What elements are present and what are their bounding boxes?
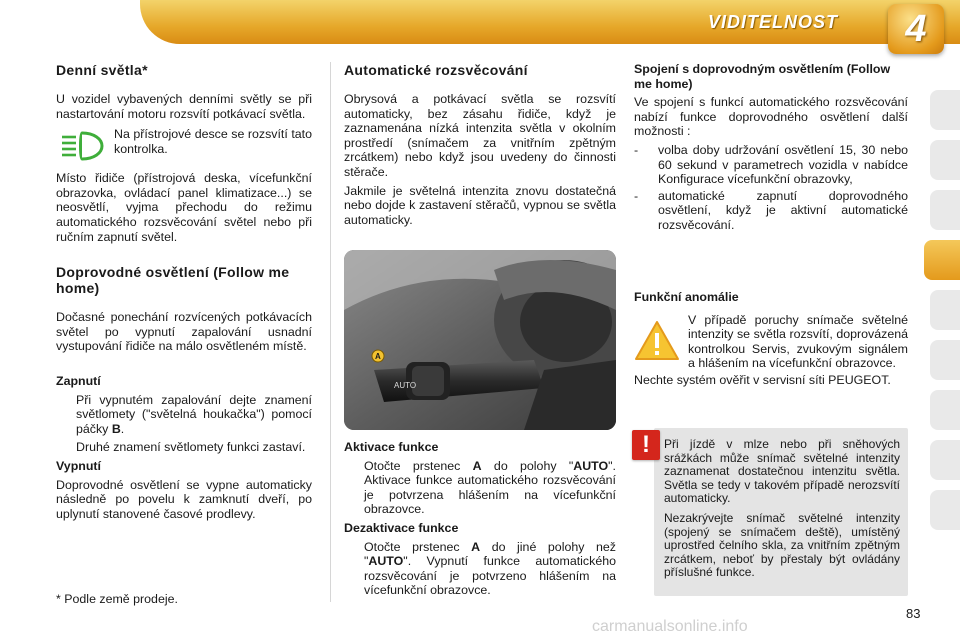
- list-item: Otočte prstenec A do polohy "AUTO". Aktivace funkce automatického rozsvěcování je potvrzena hlášením na vícefunkční obrazovce.: [344, 459, 616, 517]
- column-middle-lower: [344, 440, 616, 602]
- note-paragraph-1: Při jízdě v mlze nebo při sněhových srážkách může snímač světelné intenzity zaznamenat dostatečnou intenzitu světla. Světla se tedy v takovém případě nerozsvítí automaticky.: [664, 437, 900, 506]
- side-tab-7: [930, 390, 960, 430]
- exclamation-icon: !: [632, 430, 660, 460]
- side-tab-2: [930, 140, 960, 180]
- list-item: Druhé znamení světlomety funkci zastaví.: [56, 440, 312, 455]
- heading-spojeni: Spojení s doprovodným osvětlením (Follow me home): [634, 62, 891, 91]
- paragraph-denni-1: U vozidel vybavených denními světly se při nastartování motoru rozsvítí potkávací světla.: [56, 92, 312, 121]
- indicator-text: Na přístrojové desce se rozsvítí tato kontrolka.: [114, 127, 312, 156]
- paragraph-anomalie-2: Nechte systém ověřit v servisní síti PEUGEOT.: [634, 372, 891, 387]
- paragraph-doprovodne: Dočasné ponechání rozvícených potkávacích světel po vypnutí zapalování usnadní vystupování řidiče na málo osvětleném místě.: [56, 310, 312, 354]
- side-tab-3: [930, 190, 960, 230]
- heading-vypnuti: Vypnutí: [56, 458, 101, 473]
- bullet-icon: [56, 440, 76, 455]
- heading-anomalie: Funkční anomálie: [634, 290, 739, 304]
- auto-label: AUTO: [394, 381, 417, 390]
- side-tab-6: [930, 340, 960, 380]
- list-item: Otočte prstenec A do jiné polohy než "AUTO". Vypnutí funkce automatického rozsvěcování je potvrzeno hlášením na vícefunkční obrazovce.: [344, 540, 616, 598]
- column-right: [634, 62, 908, 235]
- warning-triangle-icon: [634, 319, 680, 363]
- paragraph-auto-2: Jakmile je světelná intenzita znovu dostatečná nebo dojde k zastavení stěračů, vypnou se světla automaticky.: [344, 183, 616, 227]
- dash-icon: -: [634, 142, 639, 157]
- watermark: carmanualsonline.info: [592, 618, 748, 635]
- column-middle: [344, 62, 616, 227]
- list-item: - volba doby udržování osvětlení 15, 30 nebo 60 sekund v parametrech vozidla v nabídce Konfigurace vícefunkční obrazovky,: [634, 142, 908, 187]
- side-tab-5: [930, 290, 960, 330]
- footnote: * Podle země prodeje.: [56, 592, 178, 606]
- paragraph-anomalie-1: V případě poruchy snímače světelné intenzity se světla rozsvítí, doprovázená kontrolkou Servis, zvukovým signálem a hlášením na vícefunkční obrazovce.: [688, 312, 908, 371]
- chapter-number: 4: [888, 4, 944, 54]
- warning-note-box: [654, 428, 908, 596]
- bullet-icon: [344, 459, 364, 517]
- heading-aktivace: Aktivace funkce: [344, 440, 439, 454]
- side-tab-9: [930, 490, 960, 530]
- page-number: 83: [906, 606, 921, 621]
- indicator-row: [56, 129, 312, 163]
- heading-doprovodne: Doprovodné osvětlení (Follow me home): [56, 264, 290, 297]
- lighting-stalk-photo: [344, 250, 616, 430]
- note-paragraph-2: Nezakrývejte snímač světelné intenzity (spojený se snímačem deště), umístěný uprostřed čelního skla, za vnitřním zpětným zrcátkem, neboť by přestaly být ovládány příslušné funkce.: [664, 510, 900, 580]
- paragraph-vypnuti: Doprovodné osvětlení se vypne automaticky následně po povelu k zamknutí dveří, po uplynutí stanovené časové prodlevy.: [56, 477, 312, 521]
- paragraph-auto-1: Obrysová a potkávací světla se rozsvítí automaticky, bez zásahu řidiče, když je zaznamenána nízká intenzita světla v okolním prostředí (snímačem za vnitřním zpětným zrcátkem) nebo když jsou uvedeny do činnosti stěrače.: [344, 92, 616, 179]
- list-item: - automatické zapnutí doprovodného osvětlení, když je aktivní automatické rozsvěcování.: [634, 188, 908, 232]
- paragraph-spojeni: Ve spojení s funkcí automatického rozsvěcování nabízí funkce doprovodného osvětlení další možnosti :: [634, 95, 908, 139]
- callout-a-label: A: [375, 352, 381, 361]
- column-right-anomalie: [634, 290, 908, 388]
- dash-icon: -: [634, 188, 639, 203]
- side-tab-active: [924, 240, 960, 280]
- daylight-lamp-icon: [58, 129, 106, 163]
- column-divider: [330, 62, 331, 602]
- heading-denni-svetla: Denní světla*: [56, 62, 148, 78]
- bullet-icon: [56, 393, 76, 437]
- column-left: [56, 62, 312, 521]
- heading-zapnuti: Zapnutí: [56, 373, 101, 388]
- side-tab-1: [930, 90, 960, 130]
- bullet-icon: [344, 540, 364, 598]
- heading-dezaktivace: Dezaktivace funkce: [344, 520, 459, 535]
- list-item: Při vypnutém zapalování dejte znamení světlomety ("světelná houkačka") pomocí páčky B.: [56, 393, 312, 437]
- heading-automaticke: Automatické rozsvěcování: [344, 62, 528, 78]
- side-tab-8: [930, 440, 960, 480]
- paragraph-denni-2: Místo řidiče (přístrojová deska, vícefunkční obrazovka, ovládací panel klimatizace...) se neosvětlí, vyjma přechodu do režimu automatického rozsvěcování světel nebo při ručním zapnutí světel.: [56, 171, 312, 244]
- chapter-title: VIDITELNOST: [708, 12, 839, 32]
